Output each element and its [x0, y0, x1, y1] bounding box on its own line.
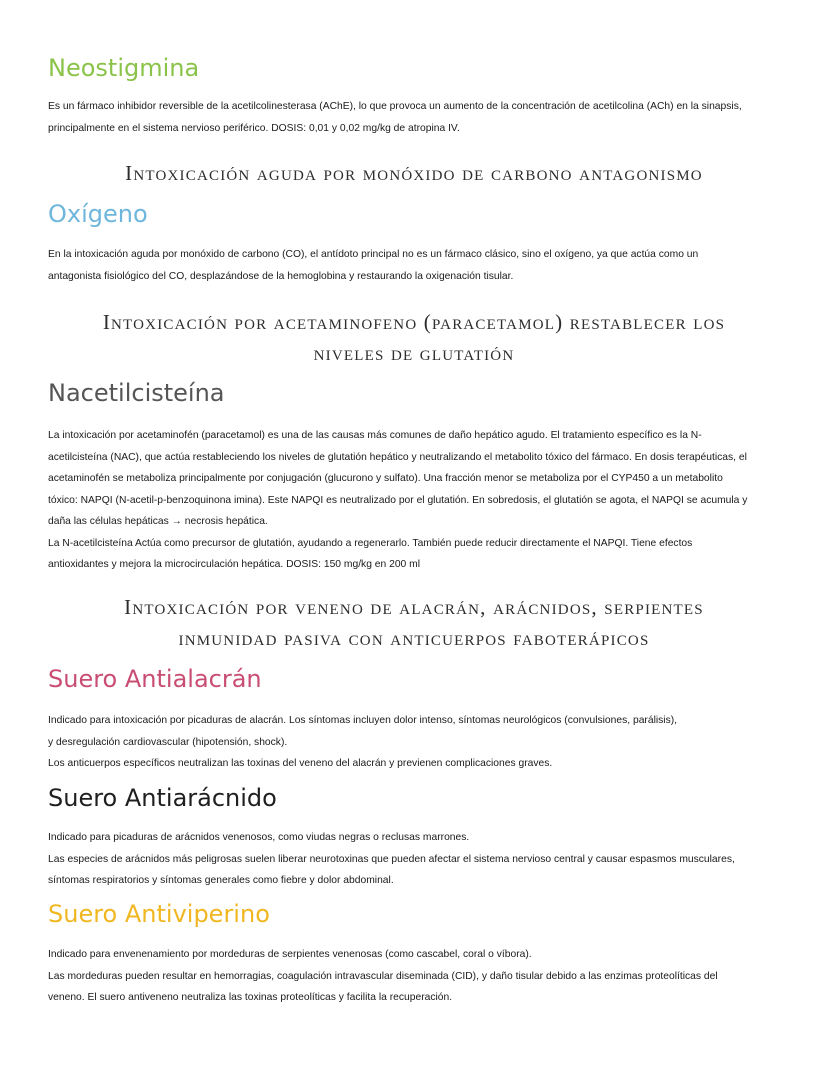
text-line: síntomas respiratorios y síntomas generales como fiebre y dolor abdominal. [48, 875, 394, 886]
section-heading-veneno [40, 592, 788, 654]
paragraph-suero-antiaracnido [48, 827, 782, 892]
heading-suero-antiaracnido: Suero Antiarácnido [48, 784, 277, 812]
text-line: veneno. El suero antiveneno neutraliza las toxinas proteolíticas y facilita la recuperación. [48, 992, 453, 1003]
section-heading-line: inmunidad pasiva con anticuerpos faboterápicos [178, 626, 650, 650]
text-line: daña las células hepáticas → necrosis hepática. [48, 516, 268, 527]
text-line: y desregulación cardiovascular (hipotensión, shock). [48, 736, 288, 748]
text-line: Indicado para picaduras de arácnidos venenosos, como viudas negras o reclusas marrones. [48, 832, 470, 843]
text-line: En la intoxicación aguda por monóxido de carbono (CO), el antídoto principal no es un fármaco clásico, sino el oxígeno, ya que actúa como un [48, 249, 699, 260]
text-line: antagonista fisiológico del CO, desplazándose de la hemoglobina y restaurando la oxigenación tisular. [48, 270, 514, 282]
paragraph-oxigeno [48, 244, 782, 287]
section-heading-acetaminofeno [40, 307, 788, 369]
text-line: La N-acetilcisteína Actúa como precursor de glutatión, ayudando a regenerarlo. También puede reducir directamente el NAPQI. Tiene efectos [48, 537, 693, 549]
paragraph-suero-antialacran [48, 710, 782, 775]
heading-nacetilcisteina: Nacetilcisteína [48, 379, 225, 407]
text-line: La intoxicación por acetaminofén (paracetamol) es una de las causas más comunes de daño hepático agudo. El tratamiento específico es la N- [48, 430, 702, 441]
text-line: Las especies de arácnidos más peligrosas suelen liberar neurotoxinas que pueden afectar el sistema nervioso central y causar espasmos musculares, [48, 853, 735, 865]
section-heading-line: Intoxicación por veneno de alacrán, arácnidos, serpientes [124, 595, 704, 619]
text-line: Las mordeduras pueden resultar en hemorragias, coagulación intravascular diseminada (CID), y daño tisular debido a las enzimas proteolíticas del [48, 970, 718, 982]
heading-suero-antiviperino: Suero Antiviperino [48, 900, 270, 928]
paragraph-neostigmina [48, 96, 782, 139]
text-line: principalmente en el sistema nervioso periférico. DOSIS: 0,01 y 0,02 mg/kg de atropina IV. [48, 122, 460, 134]
text-line: tóxico: NAPQI (N-acetil-p-benzoquinona imina). Este NAPQI es neutralizado por el glutatión. En sobredosis, el glutatión se agota, el NAPQI se acumula y [48, 494, 748, 506]
text-line: acetaminofén se metaboliza principalmente por conjugación (glucurono y sulfato). Una fracción menor se metaboliza por el CYP450 a un metabolito [48, 473, 723, 484]
section-heading-co: Intoxicación aguda por monóxido de carbono antagonismo [125, 161, 703, 185]
section-heading-line: Intoxicación por acetaminofeno (paracetamol) restablecer los [102, 310, 726, 334]
paragraph-suero-antiviperino [48, 944, 782, 1009]
text-line: Es un fármaco inhibidor reversible de la acetilcolinesterasa (AChE), lo que provoca un aumento de la concentración de acetilcolina (ACh) en la sinapsis, [48, 101, 742, 112]
text-line: antioxidantes y mejora la microcirculación hepática. DOSIS: 150 mg/kg en 200 ml [48, 559, 421, 570]
text-line: Los anticuerpos específicos neutralizan las toxinas del veneno del alacrán y previenen complicaciones graves. [48, 758, 553, 769]
heading-neostigmina: Neostigmina [48, 54, 200, 82]
paragraph-nacetilcisteina [48, 425, 782, 576]
section-heading-line: niveles de glutatión [313, 341, 515, 365]
text-line: Indicado para intoxicación por picaduras de alacrán. Los síntomas incluyen dolor intenso, síntomas neurológicos (convulsiones, parálisis), [48, 715, 678, 726]
heading-suero-antialacran: Suero Antialacrán [48, 665, 262, 693]
text-line: Indicado para envenenamiento por mordeduras de serpientes venenosas (como cascabel, coral o víbora). [48, 949, 532, 960]
text-line: acetilcisteína (NAC), que actúa restableciendo los niveles de glutatión hepático y neutralizando el metabolito tóxico del fármaco. En dosis terapéuticas, el [48, 451, 747, 463]
heading-oxigeno: Oxígeno [48, 200, 148, 228]
